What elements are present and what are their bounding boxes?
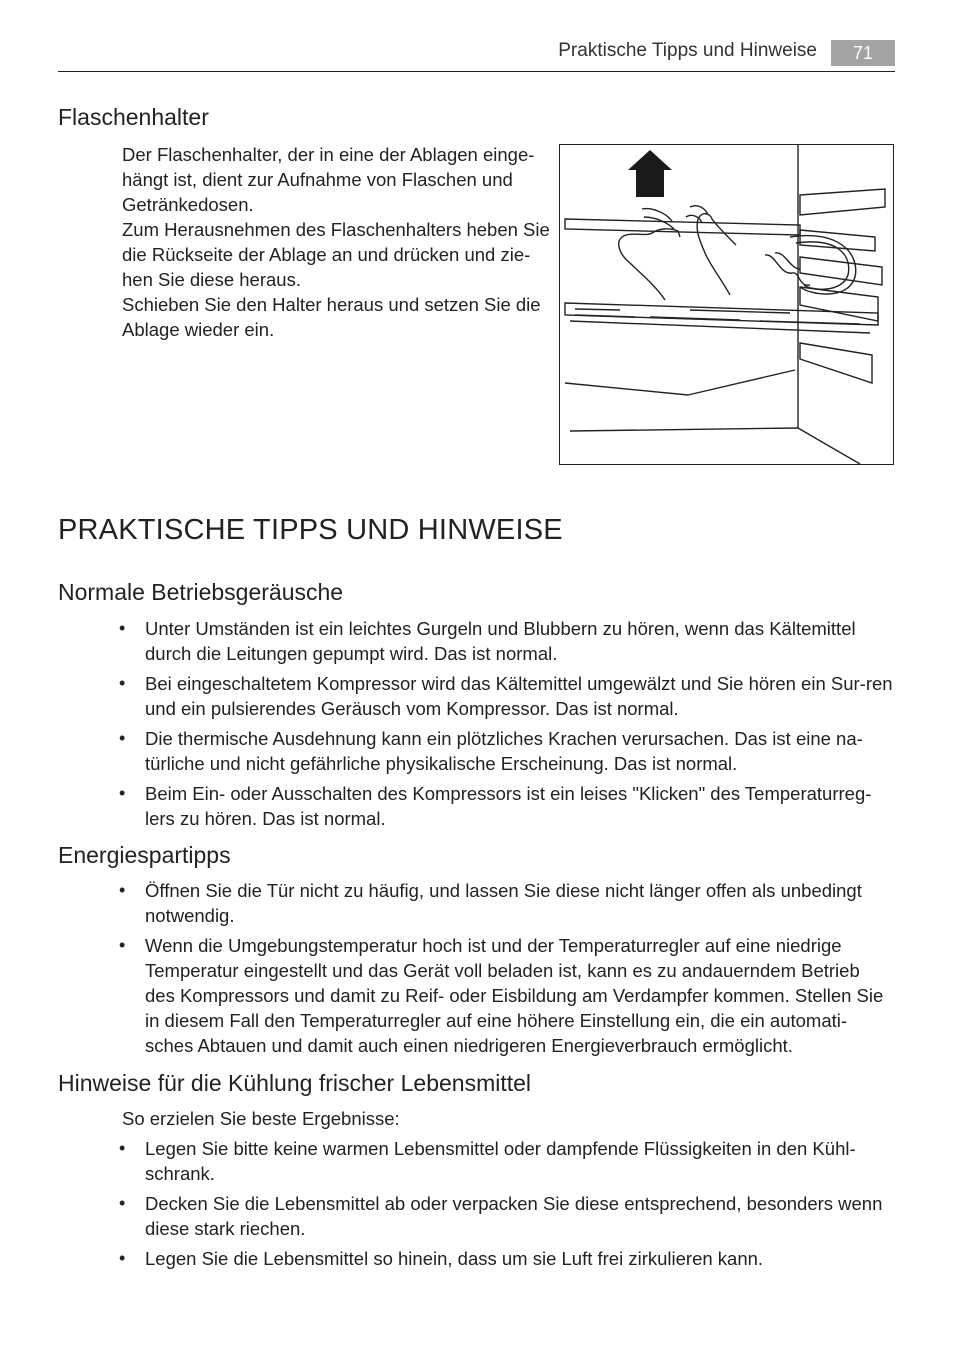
glass-hatch xyxy=(690,310,790,313)
floor-edge-line xyxy=(798,428,860,464)
energiespartipps-list xyxy=(114,878,894,1063)
left-fingers xyxy=(642,209,674,229)
list-item: • Legen Sie die Lebensmittel so hinein, dass um sie Luft frei zirkulieren kann. xyxy=(114,1246,894,1271)
kuehlung-lead: So erzielen Sie beste Ergebnisse: xyxy=(122,1108,400,1129)
door-bin xyxy=(800,343,872,383)
flaschenhalter-text xyxy=(122,142,552,342)
heading-energiespartipps: Energiespartipps xyxy=(58,842,231,868)
list-item: • Bei eingeschaltetem Kompressor wird das Kältemittel umgewälzt und Sie hören ein Sur-ren und ein pulsierendes Geräusch vom Kompressor. Das ist normal. xyxy=(114,671,894,721)
floor-line xyxy=(570,428,798,431)
door-bin xyxy=(800,257,882,285)
glass-hatch xyxy=(760,321,860,324)
list-item: • Legen Sie bitte keine warmen Lebensmittel oder dampfende Flüssigkeiten in den Kühl-schrank. xyxy=(114,1136,894,1186)
bottle-holder-drawing xyxy=(560,145,893,464)
heading-kuehlung: Hinweise für die Kühlung frischer Lebensmittel xyxy=(58,1070,532,1096)
list-item: • Öffnen Sie die Tür nicht zu häufig, und lassen Sie diese nicht länger offen als unbedingt notwendig. xyxy=(114,878,894,928)
bottle-holder-wire xyxy=(775,253,800,269)
heading-flaschenhalter: Flaschenhalter xyxy=(58,104,209,130)
list-item: • Beim Ein- oder Ausschalten des Kompressors ist ein leises "Klicken" des Temperaturreg-lers zu hören. Das ist normal. xyxy=(114,781,894,831)
flaschenhalter-paragraph: Schieben Sie den Halter heraus und setzen Sie die Ablage wieder ein. xyxy=(122,294,541,340)
glass-hatch xyxy=(575,309,620,310)
flaschenhalter-paragraph: Der Flaschenhalter, der in eine der Ablagen einge-hängt ist, dient zur Aufnahme von Flaschen und Getränkedosen. xyxy=(122,144,535,215)
running-header-title: Praktische Tipps und Hinweise xyxy=(558,40,817,61)
door-bin xyxy=(800,189,885,215)
page-number: 71 xyxy=(831,40,895,66)
floor-line xyxy=(688,370,795,395)
bottle-holder-wire xyxy=(796,242,849,289)
list-item: • Decken Sie die Lebensmittel ab oder verpacken Sie diese entsprechend, besonders wenn diese stark riechen. xyxy=(114,1191,894,1241)
flaschenhalter-paragraph: Zum Herausnehmen des Flaschenhalters heben Sie die Rückseite der Ablage an und drücken und zie-hen Sie diese heraus. xyxy=(122,219,550,290)
list-item: • Wenn die Umgebungstemperatur hoch ist und der Temperaturregler auf eine niedrige Temperatur eingestellt und das Gerät voll beladen ist, kann es zu andauerndem Betrieb des Kompressors und damit zu Reif- oder Eisbildung am Verdampfer kommen. Stellen Sie in diesem Fall den Temperaturregler auf eine höhere Einstellung ein, die ein automati-sches Abtauen und damit auch einen niedrigeren Energieverbrauch ermöglicht. xyxy=(114,933,894,1058)
right-hand xyxy=(697,214,736,295)
lower-shelf xyxy=(565,303,878,325)
main-heading: PRAKTISCHE TIPPS UND HINWEISE xyxy=(58,514,563,546)
arrow-up-icon xyxy=(628,150,672,197)
floor-line xyxy=(565,383,688,395)
betriebsgeraeusche-list xyxy=(114,616,894,836)
list-item: • Die thermische Ausdehnung kann ein plötzliches Krachen verursachen. Das ist eine na-türliche und nicht gefährliche physikalische Erscheinung. Das ist normal. xyxy=(114,726,894,776)
header-divider xyxy=(58,71,895,72)
list-item: • Unter Umständen ist ein leichtes Gurgeln und Blubbern zu hören, wenn das Kältemittel durch die Leitungen gepumpt wird. Das ist normal. xyxy=(114,616,894,666)
glass-hatch xyxy=(575,315,635,317)
left-hand xyxy=(619,229,680,300)
bottle-holder-illustration xyxy=(559,144,894,465)
heading-betriebsgeraeusche: Normale Betriebsgeräusche xyxy=(58,579,344,605)
kuehlung-list xyxy=(114,1136,894,1276)
upper-shelf xyxy=(565,219,800,235)
